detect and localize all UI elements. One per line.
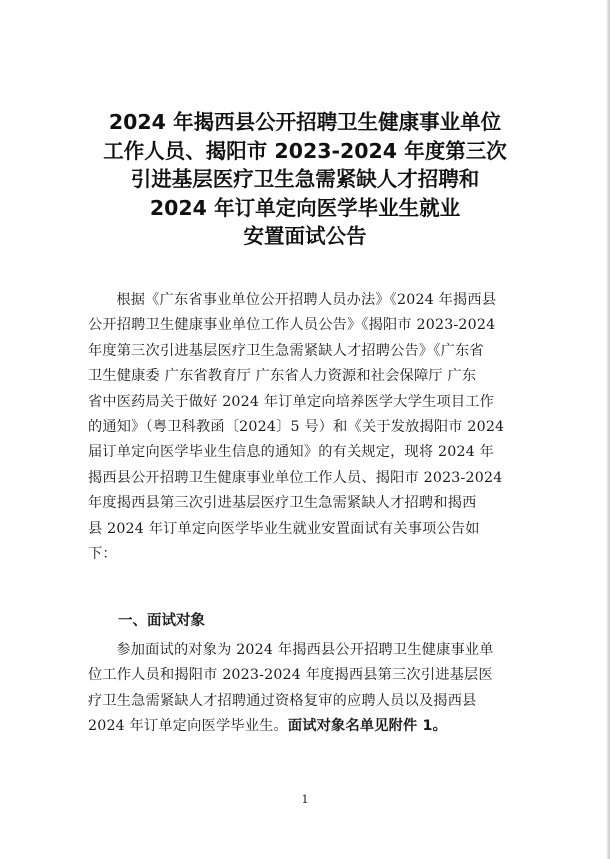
paragraph-text: 2024 年订单定向医学毕业生。 (88, 718, 288, 735)
title-line: 工作人员、揭阳市 2023-2024 年度第三次 (103, 138, 507, 163)
paragraph-line: 位工作人员和揭阳市 2023-2024 年度揭西县第三次引进基层医 (88, 667, 493, 684)
paragraph-line: 公开招聘卫生健康事业单位工作人员公告》《揭阳市 2023-2024 (88, 317, 496, 334)
paragraph-line: 县 2024 年订单定向医学毕业生就业安置面试有关事项公告如 (88, 520, 480, 537)
section-heading: 一、面试对象 (118, 613, 205, 629)
paragraph-line: 下： (88, 546, 117, 563)
paragraph-line: 省中医药局关于做好 2024 年订单定向培养医学大学生项目工作 (88, 393, 495, 410)
title-line: 2024 年订单定向医学毕业生就业 (149, 195, 461, 220)
scan-edge-shadow (606, 0, 610, 859)
paragraph-line: 的通知》（粤卫科教函〔2024〕5 号）和《关于发放揭阳市 2024 (88, 419, 505, 436)
paragraph-line: 揭西县公开招聘卫生健康事业单位工作人员、揭阳市 2023-2024 (88, 469, 503, 486)
paragraph-line: 年度第三次引进基层医疗卫生急需紧缺人才招聘公告》《广东省 (88, 342, 484, 359)
title-line: 引进基层医疗卫生急需紧缺人才招聘和 (130, 167, 480, 192)
title-line: 安置面试公告 (243, 224, 367, 249)
paragraph-line (88, 714, 548, 739)
paragraph-line: 届订单定向医学毕业生信息的通知》的有关规定，现将 2024 年 (88, 444, 495, 461)
page-number: 1 (301, 793, 309, 806)
paragraph-line: 疗卫生急需紧缺人才招聘通过资格复审的应聘人员以及揭西县 (88, 692, 477, 709)
paragraph-line: 卫生健康委 广东省教育厅 广东省人力资源和社会保障厅 广东 (88, 368, 477, 385)
document-title (60, 108, 550, 251)
paragraph-line: 参加面试的对象为 2024 年揭西县公开招聘卫生健康事业单 (116, 642, 494, 658)
paragraph-line: 根据《广东省事业单位公开招聘人员办法》《2024 年揭西县 (116, 292, 497, 308)
interview-target-paragraph (88, 638, 548, 740)
attachment-reference: 面试对象名单见附件 1。 (287, 718, 447, 735)
intro-paragraph (88, 288, 548, 567)
title-line: 2024 年揭西县公开招聘卫生健康事业单位 (108, 110, 502, 134)
paragraph-line: 年度揭西县第三次引进基层医疗卫生急需紧缺人才招聘和揭西 (88, 495, 477, 512)
